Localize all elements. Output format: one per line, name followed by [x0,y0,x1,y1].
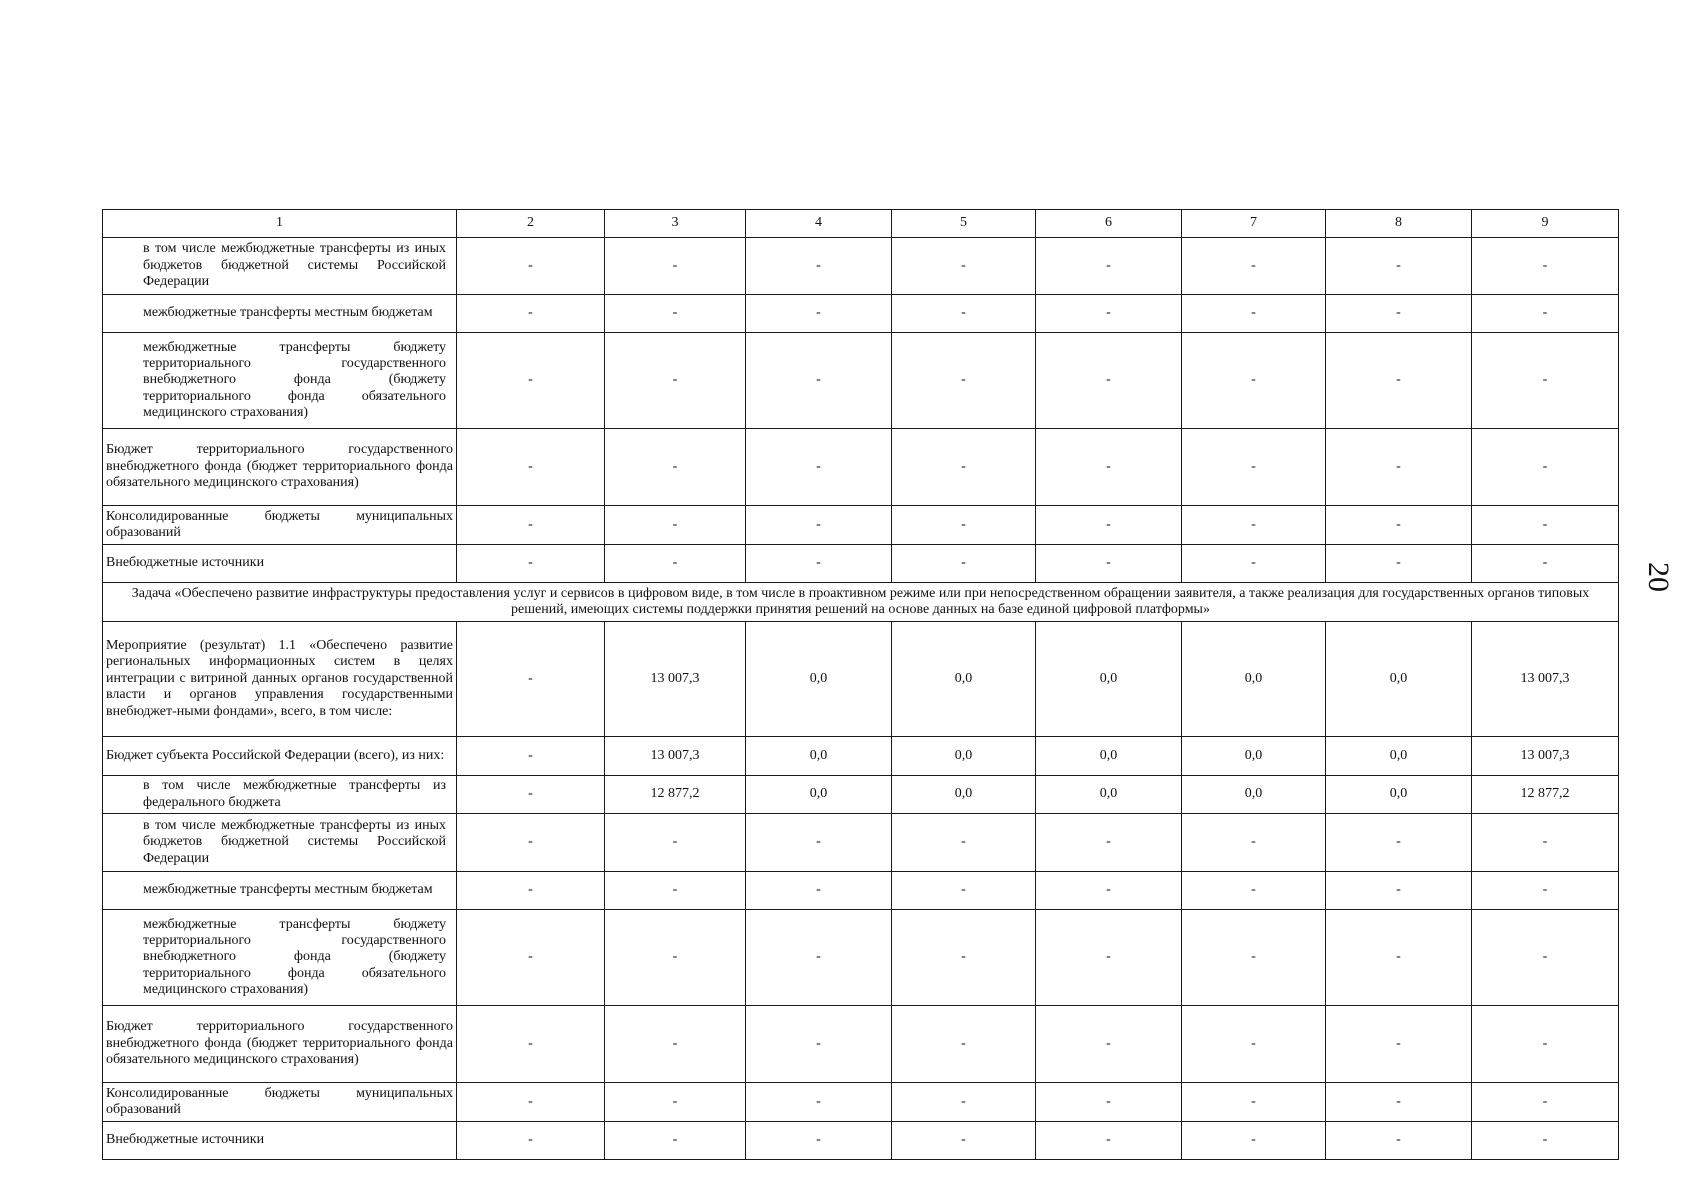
task-description: Задача «Обеспечено развитие инфраструктуры предоставления услуг и сервисов в цифровом виде, в том числе в проактивном режиме или при непосредственном обращении заявителя, а также реализация для государственных органов типовых решений, имеющих системы поддержки принятия решений на основе данных на базе единой цифровой платформы» [103,583,1619,622]
value-cell: - [1326,506,1472,545]
value-cell: - [457,238,605,295]
value-cell: - [892,1122,1036,1160]
value-cell: - [892,333,1036,429]
value-cell: - [605,910,746,1006]
value-cell: 13 007,3 [605,737,746,776]
value-cell: - [457,872,605,910]
column-header: 4 [746,210,892,238]
budget-table [102,209,1619,1160]
value-cell: 0,0 [1182,776,1326,814]
row-label: Бюджет территориального государственного внебюджетного фонда (бюджет территориального фонда обязательного медицинского страхования) [103,429,457,506]
value-cell: - [892,910,1036,1006]
table-row [103,238,1619,295]
value-cell: 0,0 [746,622,892,737]
value-cell: - [457,814,605,872]
value-cell: - [1182,506,1326,545]
value-cell: 0,0 [892,737,1036,776]
value-cell: - [1182,910,1326,1006]
value-cell: - [1326,238,1472,295]
value-cell: - [1182,1122,1326,1160]
value-cell: - [746,295,892,333]
column-header: 7 [1182,210,1326,238]
value-cell: - [1472,238,1619,295]
value-cell: - [1182,1006,1326,1083]
value-cell: 0,0 [746,737,892,776]
column-header: 1 [103,210,457,238]
value-cell: - [1036,295,1182,333]
value-cell: - [1182,814,1326,872]
value-cell: - [605,814,746,872]
value-cell: - [746,814,892,872]
value-cell: - [1326,1083,1472,1122]
value-cell: - [1182,545,1326,583]
value-cell: - [457,1122,605,1160]
value-cell: - [892,872,1036,910]
value-cell: - [605,238,746,295]
value-cell: - [1472,545,1619,583]
value-cell: - [605,1122,746,1160]
value-cell: - [457,506,605,545]
row-label: межбюджетные трансферты местным бюджетам [103,295,457,333]
value-cell: 13 007,3 [605,622,746,737]
row-label: межбюджетные трансферты бюджету территориального государственного внебюджетного фонда (бюджету территориального фонда обязательного медицинского страхования) [103,333,457,429]
column-header: 9 [1472,210,1619,238]
value-cell: - [605,429,746,506]
table-row [103,776,1619,814]
value-cell: - [1472,295,1619,333]
table-row [103,622,1619,737]
value-cell: - [1472,429,1619,506]
value-cell: - [746,1122,892,1160]
value-cell: - [1472,1122,1619,1160]
value-cell: - [457,622,605,737]
value-cell: 0,0 [1036,776,1182,814]
value-cell: - [746,1083,892,1122]
value-cell: 0,0 [1326,622,1472,737]
header-row [103,210,1619,238]
row-label: Бюджет территориального государственного внебюджетного фонда (бюджет территориального фонда обязательного медицинского страхования) [103,1006,457,1083]
value-cell: 0,0 [1326,737,1472,776]
column-header: 5 [892,210,1036,238]
value-cell: - [1326,1122,1472,1160]
value-cell: - [1472,1006,1619,1083]
value-cell: - [1182,429,1326,506]
table-row [103,545,1619,583]
value-cell: - [746,238,892,295]
value-cell: - [605,545,746,583]
value-cell: - [1326,910,1472,1006]
value-cell: - [892,545,1036,583]
value-cell: - [1036,872,1182,910]
value-cell: - [1182,1083,1326,1122]
value-cell: - [1326,545,1472,583]
row-label: Мероприятие (результат) 1.1 «Обеспечено развитие региональных информационных систем в целях интеграции с витриной данных органов государственной власти и органов управления государственными внебюджет-ными фондами», всего, в том числе: [103,622,457,737]
value-cell: 0,0 [892,776,1036,814]
value-cell: - [892,238,1036,295]
value-cell: - [892,295,1036,333]
value-cell: 13 007,3 [1472,622,1619,737]
value-cell: - [605,1006,746,1083]
value-cell: - [1036,1083,1182,1122]
value-cell: - [1326,872,1472,910]
table-row [103,506,1619,545]
value-cell: - [1036,238,1182,295]
value-cell: - [1326,814,1472,872]
value-cell: - [457,333,605,429]
value-cell: - [1182,238,1326,295]
value-cell: 0,0 [1182,737,1326,776]
row-label: Внебюджетные источники [103,1122,457,1160]
row-label: межбюджетные трансферты бюджету территориального государственного внебюджетного фонда (бюджету территориального фонда обязательного медицинского страхования) [103,910,457,1006]
value-cell: - [457,776,605,814]
table-row [103,737,1619,776]
table-row [103,429,1619,506]
row-label: Консолидированные бюджеты муниципальных образований [103,506,457,545]
value-cell: - [746,910,892,1006]
value-cell: 0,0 [1036,622,1182,737]
value-cell: 0,0 [892,622,1036,737]
value-cell: - [1036,506,1182,545]
table-row [103,910,1619,1006]
value-cell: - [892,1006,1036,1083]
value-cell: 0,0 [1036,737,1182,776]
value-cell: - [892,429,1036,506]
value-cell: 0,0 [1326,776,1472,814]
value-cell: - [1036,1006,1182,1083]
value-cell: - [1326,429,1472,506]
value-cell: - [605,506,746,545]
value-cell: - [457,1083,605,1122]
value-cell: - [1472,1083,1619,1122]
value-cell: - [1326,333,1472,429]
table-row [103,814,1619,872]
value-cell: 0,0 [746,776,892,814]
value-cell: - [457,910,605,1006]
table-row [103,1122,1619,1160]
value-cell: - [1472,910,1619,1006]
value-cell: - [892,506,1036,545]
value-cell: - [746,872,892,910]
value-cell: - [605,333,746,429]
row-label: в том числе межбюджетные трансферты из иных бюджетов бюджетной системы Российской Федерации [103,814,457,872]
value-cell: - [1036,910,1182,1006]
column-header: 6 [1036,210,1182,238]
value-cell: - [457,737,605,776]
value-cell: - [1326,295,1472,333]
value-cell: - [1036,333,1182,429]
value-cell: - [746,506,892,545]
value-cell: - [1036,429,1182,506]
value-cell: - [1182,872,1326,910]
value-cell: - [457,429,605,506]
value-cell: - [605,1083,746,1122]
row-label: Бюджет субъекта Российской Федерации (всего), из них: [103,737,457,776]
table-row [103,1006,1619,1083]
value-cell: - [605,295,746,333]
value-cell: - [1182,295,1326,333]
value-cell: - [892,1083,1036,1122]
row-label: в том числе межбюджетные трансферты из федерального бюджета [103,776,457,814]
value-cell: - [1472,333,1619,429]
value-cell: - [457,295,605,333]
table-row [103,295,1619,333]
value-cell: 12 877,2 [605,776,746,814]
value-cell: - [1326,1006,1472,1083]
value-cell: - [1472,506,1619,545]
value-cell: - [605,872,746,910]
row-label: межбюджетные трансферты местным бюджетам [103,872,457,910]
value-cell: - [457,1006,605,1083]
task-row [103,583,1619,622]
row-label: Внебюджетные источники [103,545,457,583]
column-header: 2 [457,210,605,238]
value-cell: - [457,545,605,583]
value-cell: 12 877,2 [1472,776,1619,814]
value-cell: - [1472,872,1619,910]
value-cell: - [1036,1122,1182,1160]
value-cell: - [1472,814,1619,872]
value-cell: - [1182,333,1326,429]
value-cell: - [892,814,1036,872]
value-cell: - [1036,814,1182,872]
value-cell: - [746,429,892,506]
table-row [103,872,1619,910]
row-label: Консолидированные бюджеты муниципальных образований [103,1083,457,1122]
value-cell: - [746,1006,892,1083]
value-cell: 13 007,3 [1472,737,1619,776]
column-header: 8 [1326,210,1472,238]
column-header: 3 [605,210,746,238]
value-cell: 0,0 [1182,622,1326,737]
page-number: 20 [1642,562,1675,592]
table-row [103,333,1619,429]
value-cell: - [746,545,892,583]
value-cell: - [746,333,892,429]
value-cell: - [1036,545,1182,583]
row-label: в том числе межбюджетные трансферты из иных бюджетов бюджетной системы Российской Федерации [103,238,457,295]
table-row [103,1083,1619,1122]
table-body [103,210,1619,1160]
